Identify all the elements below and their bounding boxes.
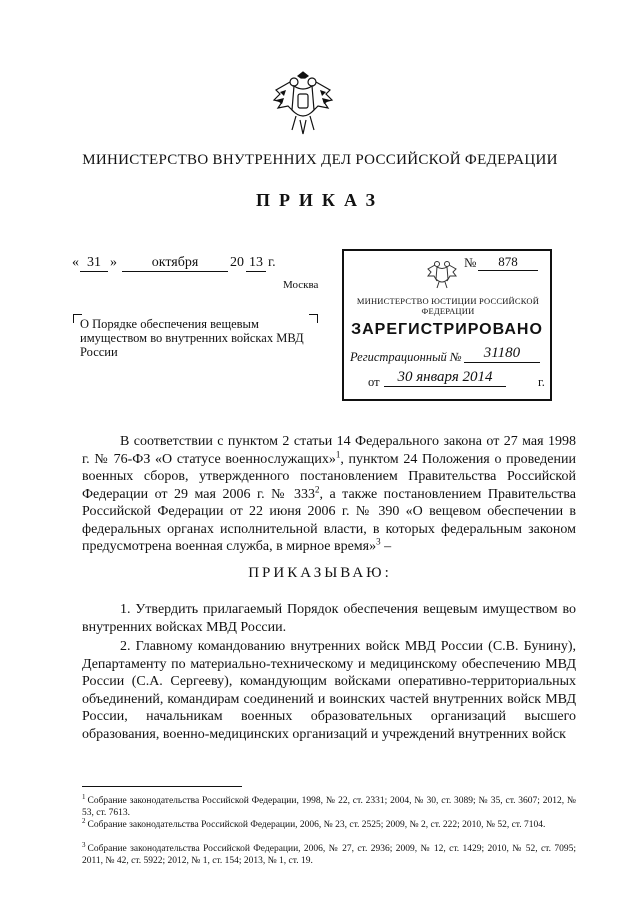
order-item-1 <box>82 601 576 636</box>
stamp-number-label: № <box>464 255 477 270</box>
footnote-3-number: 3 <box>82 841 86 849</box>
double-headed-eagle-icon <box>426 257 458 289</box>
date-day: 31 <box>80 255 108 272</box>
footnote-divider <box>82 786 242 787</box>
footnote-2-number: 2 <box>82 817 86 825</box>
order-item-1-text: 1. Утвердить прилагаемый Порядок обеспечения вещевым имуществом во внутренних войсках МВД России. <box>82 602 576 635</box>
preamble-text-2: , пунктом 24 Положения о проведении военных сборов, утвержденного постановлением Правительства Российской Федерации от 29 мая 2006 г. № 333 <box>82 451 576 502</box>
footnote-3 <box>82 840 576 867</box>
stamp-date-value: 30 января 2014 <box>384 369 506 387</box>
order-item-2 <box>82 638 576 743</box>
date-year-prefix: 20 <box>230 255 244 270</box>
stamp-number: 878 <box>478 254 538 271</box>
footnote-ref-3: 3 <box>376 536 381 547</box>
order-heading: ПРИКАЗЫВАЮ: <box>248 565 392 581</box>
city: Москва <box>283 279 319 291</box>
date-month: октября <box>122 255 228 272</box>
preamble-text-1: В соответствии с пунктом 2 статьи 14 Федерального закона от 27 мая 1998 г. № 76-ФЗ «О статусе военнослужащих» <box>82 434 576 467</box>
double-headed-eagle-icon <box>272 70 334 138</box>
stamp-reg-number: 31180 <box>464 345 540 363</box>
footnote-ref-2: 2 <box>314 483 320 494</box>
stamp-reg-label: Регистрационный № <box>350 350 462 364</box>
date-year-suffix: 13 <box>246 255 266 272</box>
registration-stamp <box>342 249 552 401</box>
document-subject: О Порядке обеспечения вещевым имуществом во внутренних войсках МВД России <box>80 317 304 359</box>
order-item-2-text: 2. Главному командованию внутренних войск МВД России (С.В. Бунину), Департаменту по материально-техническому и медицинскому обеспечению МВД России (С.А. Сергееву), командующим войсками оперативно-территориальных объединений, командирам соединений и воинских частей внутренних войск МВД России, начальникам военных образовательных организаций высшего образования, военно-медицинских организаций и учреждений внутренних войск <box>82 639 576 742</box>
footnote-3-text: Собрание законодательства Российской Федерации, 2006, № 27, ст. 2936; 2009, № 12, ст. 1429; 2010, № 52, ст. 7095; 2011, № 42, ст. 5922; 2012, № 1, ст. 154; 2013, № 1, ст. 19. <box>82 844 576 866</box>
document-type-title: ПРИКАЗ <box>255 190 385 210</box>
footnote-2-text: Собрание законодательства Российской Федерации, 2006, № 23, ст. 2525; 2009, № 2, ст. 222; 2010, № 52, ст. 7104. <box>87 820 546 831</box>
date-quote-close: » <box>110 255 117 270</box>
preamble-text-4: – <box>380 539 392 554</box>
preamble-paragraph <box>82 433 576 556</box>
stamp-date-suffix: г. <box>538 375 545 389</box>
preamble-text-3: , а также постановлением Правительства Российской Федерации от 22 июня 2006 г. № 390 «О вещевом обеспечении в федеральных органах исполнительной власти, в которых федеральным законом предусмотрена военная служба, в мирное время» <box>82 486 576 554</box>
footnote-1-number: 1 <box>82 793 86 801</box>
ministry-title: МИНИСТЕРСТВО ВНУТРЕННИХ ДЕЛ РОССИЙСКОЙ ФЕДЕРАЦИИ <box>82 152 558 168</box>
footnote-2 <box>82 816 576 832</box>
date-quote-open: « <box>72 255 79 270</box>
subject-bracket-right <box>309 314 318 323</box>
footnote-1-text: Собрание законодательства Российской Федерации, 1998, № 22, ст. 2331; 2004, № 30, ст. 3089; № 35, ст. 3607; 2012, № 53, ст. 7613. <box>82 796 576 818</box>
stamp-date-prefix: от <box>368 375 380 389</box>
footnote-ref-1: 1 <box>335 448 341 459</box>
date-year-unit: г. <box>268 255 276 270</box>
stamp-ministry: МИНИСТЕРСТВО ЮСТИЦИИ РОССИЙСКОЙ ФЕДЕРАЦИИ <box>356 296 540 316</box>
stamp-registered: ЗАРЕГИСТРИРОВАНО <box>351 321 543 338</box>
